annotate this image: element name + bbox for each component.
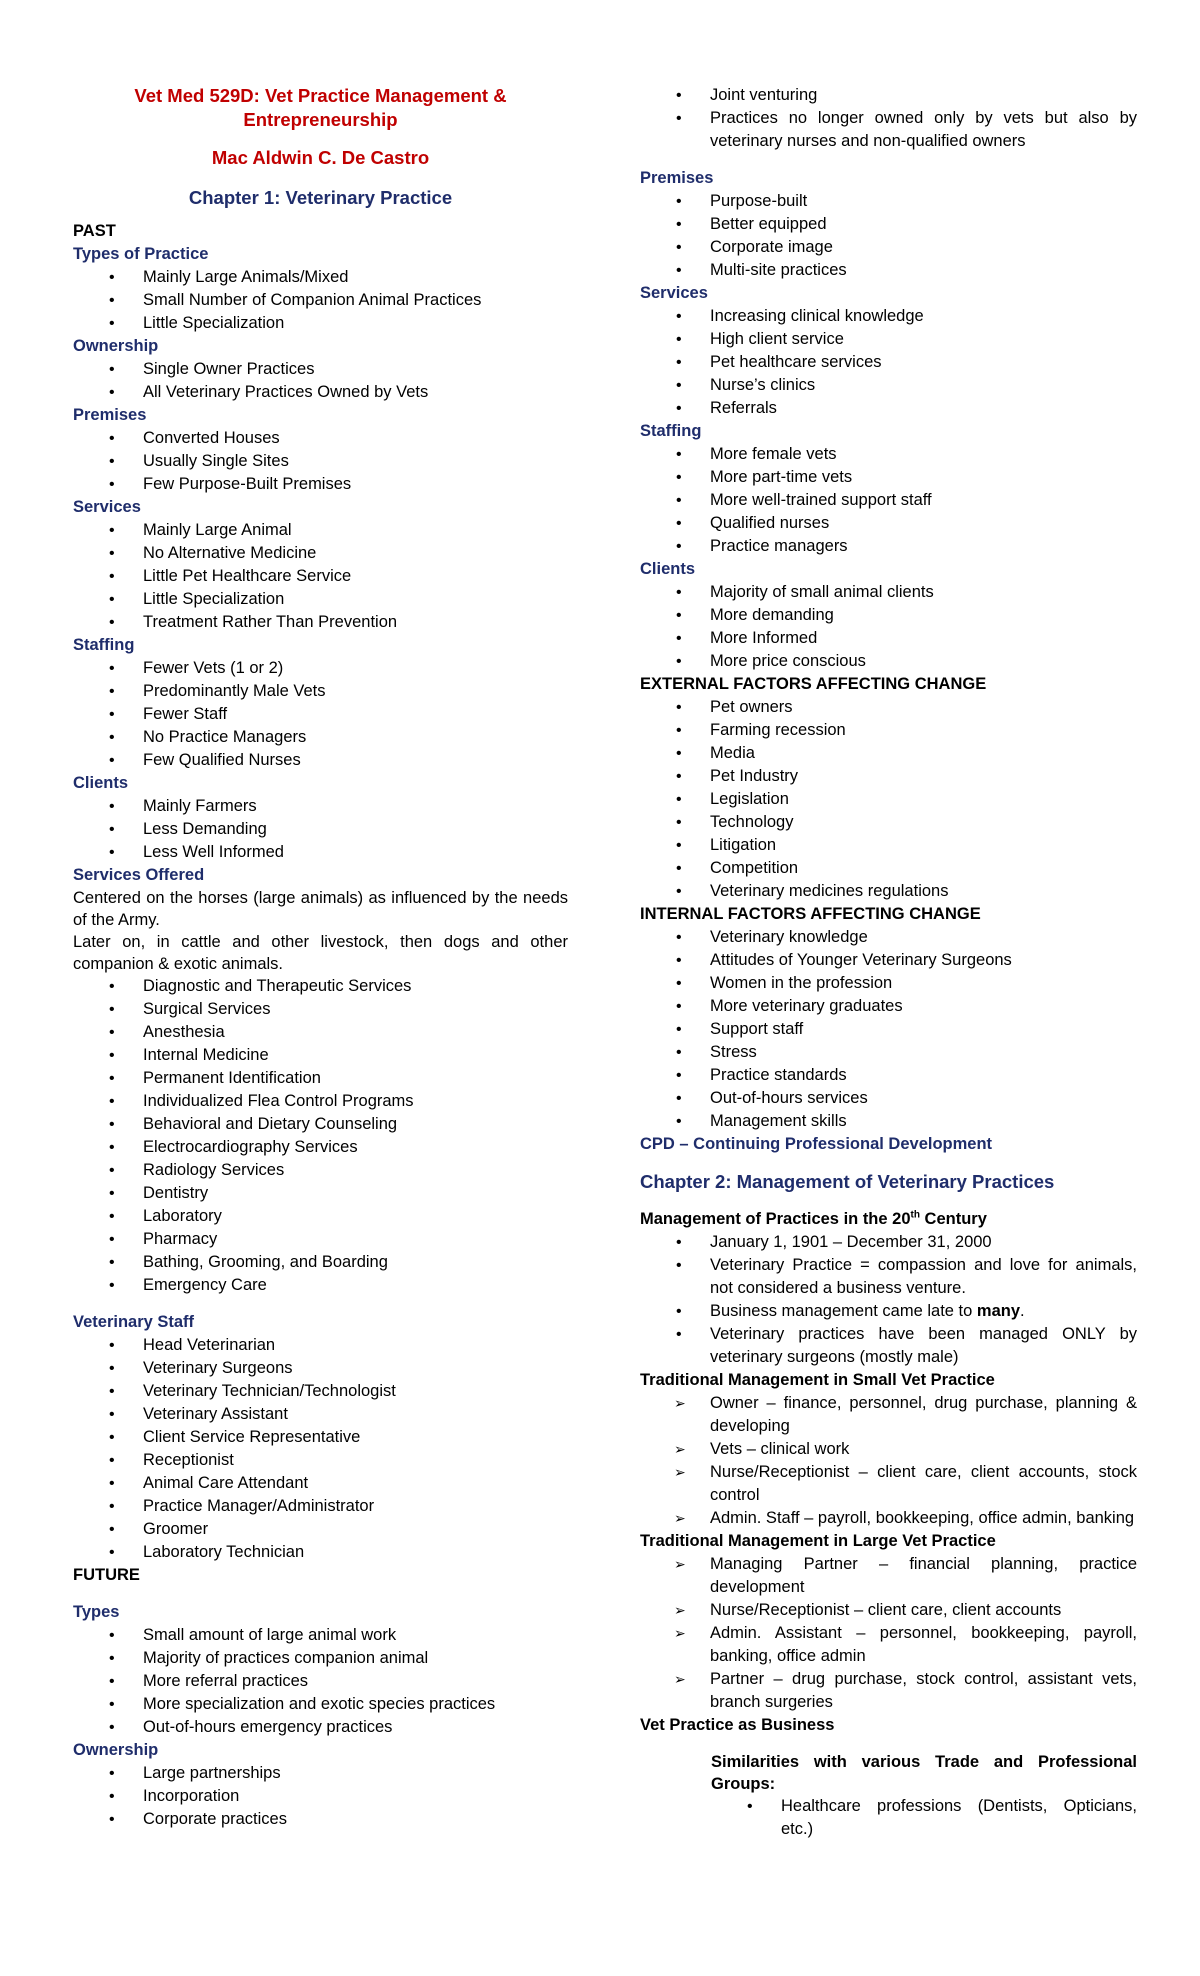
list-item: • Stress bbox=[640, 1041, 1137, 1064]
list-item: • Pet owners bbox=[640, 696, 1137, 719]
list-item: • More price conscious bbox=[640, 650, 1137, 673]
bullet-list bbox=[640, 84, 1137, 153]
section-heading: Types bbox=[73, 1603, 120, 1621]
section-heading: Services Offered bbox=[73, 866, 205, 884]
list-item: ➢ Admin. Staff – payroll, bookkeeping, office admin, banking bbox=[640, 1507, 1137, 1530]
bullet-list bbox=[73, 795, 568, 864]
list-item: • More specialization and exotic species practices bbox=[73, 1693, 568, 1716]
list-item: • Animal Care Attendant bbox=[73, 1472, 568, 1495]
section-heading: Staffing bbox=[640, 422, 702, 440]
list-item: • Head Veterinarian bbox=[73, 1334, 568, 1357]
list-item: • Diagnostic and Therapeutic Services bbox=[73, 975, 568, 998]
external-factors-heading: EXTERNAL FACTORS AFFECTING CHANGE bbox=[640, 675, 987, 693]
cpd-heading: CPD – Continuing Professional Development bbox=[640, 1135, 993, 1153]
list-item: • All Veterinary Practices Owned by Vets bbox=[73, 381, 568, 404]
list-item: • More referral practices bbox=[73, 1670, 568, 1693]
list-item: • Corporate practices bbox=[73, 1808, 568, 1831]
section-heading: Services bbox=[73, 498, 141, 516]
list-item: • Mainly Large Animal bbox=[73, 519, 568, 542]
course-title: Vet Med 529D: Vet Practice Management & Entrepreneurship bbox=[134, 85, 507, 130]
bullet-list bbox=[73, 519, 568, 634]
chapter2-title: Chapter 2: Management of Veterinary Practices bbox=[640, 1171, 1055, 1192]
list-item: • High client service bbox=[640, 328, 1137, 351]
list-item: • Veterinary Surgeons bbox=[73, 1357, 568, 1380]
list-item: • January 1, 1901 – December 31, 2000 bbox=[640, 1231, 1137, 1254]
list-item: • Pet Industry bbox=[640, 765, 1137, 788]
small-practice-heading: Traditional Management in Small Vet Practice bbox=[640, 1371, 995, 1389]
list-item: • More veterinary graduates bbox=[640, 995, 1137, 1018]
list-item: • Small amount of large animal work bbox=[73, 1624, 568, 1647]
list-item: ➢ Nurse/Receptionist – client care, client accounts bbox=[640, 1599, 1137, 1622]
list-item: • Predominantly Male Vets bbox=[73, 680, 568, 703]
bullet-list bbox=[73, 266, 568, 335]
paragraph: Centered on the horses (large animals) as influenced by the needs of the Army. bbox=[73, 889, 568, 929]
list-item: • Little Specialization bbox=[73, 312, 568, 335]
bullet-list bbox=[73, 358, 568, 404]
list-item: • Increasing clinical knowledge bbox=[640, 305, 1137, 328]
list-item: • Laboratory Technician bbox=[73, 1541, 568, 1564]
list-item: • Little Specialization bbox=[73, 588, 568, 611]
list-item: • Out-of-hours emergency practices bbox=[73, 1716, 568, 1739]
list-item: • No Practice Managers bbox=[73, 726, 568, 749]
list-item: • Corporate image bbox=[640, 236, 1137, 259]
list-item: • Veterinary Practice = compassion and love for animals, not considered a business venture. bbox=[640, 1254, 1137, 1300]
list-item: • Out-of-hours services bbox=[640, 1087, 1137, 1110]
list-item: • Business management came late to many. bbox=[640, 1300, 1137, 1323]
list-item: • Referrals bbox=[640, 397, 1137, 420]
list-item: • Less Demanding bbox=[73, 818, 568, 841]
list-item: • Electrocardiography Services bbox=[73, 1136, 568, 1159]
large-practice-heading: Traditional Management in Large Vet Practice bbox=[640, 1532, 996, 1550]
section-heading: Ownership bbox=[73, 337, 159, 355]
list-item: • More part-time vets bbox=[640, 466, 1137, 489]
paragraph: Later on, in cattle and other livestock, then dogs and other companion & exotic animals. bbox=[73, 933, 568, 973]
list-item: • Pharmacy bbox=[73, 1228, 568, 1251]
list-item: • Radiology Services bbox=[73, 1159, 568, 1182]
list-item: • Multi-site practices bbox=[640, 259, 1137, 282]
section-heading: Ownership bbox=[73, 1741, 159, 1759]
list-item: • More Informed bbox=[640, 627, 1137, 650]
list-item: • Anesthesia bbox=[73, 1021, 568, 1044]
list-item: • Better equipped bbox=[640, 213, 1137, 236]
author-name: Mac Aldwin C. De Castro bbox=[211, 147, 430, 168]
list-item: • Technology bbox=[640, 811, 1137, 834]
list-item: • No Alternative Medicine bbox=[73, 542, 568, 565]
list-item: ➢ Vets – clinical work bbox=[640, 1438, 1137, 1461]
list-item: • Incorporation bbox=[73, 1785, 568, 1808]
list-item: • Veterinary practices have been managed ONLY by veterinary surgeons (mostly male) bbox=[640, 1323, 1137, 1369]
bullet-list bbox=[640, 305, 1137, 420]
list-item: • Qualified nurses bbox=[640, 512, 1137, 535]
list-item: • Internal Medicine bbox=[73, 1044, 568, 1067]
list-item: • Practice managers bbox=[640, 535, 1137, 558]
list-item: • Fewer Staff bbox=[73, 703, 568, 726]
list-item: • Client Service Representative bbox=[73, 1426, 568, 1449]
list-item: • Laboratory bbox=[73, 1205, 568, 1228]
list-item: • Women in the profession bbox=[640, 972, 1137, 995]
list-item: • Litigation bbox=[640, 834, 1137, 857]
section-heading: Premises bbox=[640, 169, 714, 187]
list-item: • Small Number of Companion Animal Practices bbox=[73, 289, 568, 312]
list-item: • Groomer bbox=[73, 1518, 568, 1541]
list-item: • Management skills bbox=[640, 1110, 1137, 1133]
list-item: • Dentistry bbox=[73, 1182, 568, 1205]
list-item: • Individualized Flea Control Programs bbox=[73, 1090, 568, 1113]
list-item: • Majority of small animal clients bbox=[640, 581, 1137, 604]
bullet-list bbox=[73, 427, 568, 496]
section-heading: Clients bbox=[73, 774, 129, 792]
list-item: • Veterinary medicines regulations bbox=[640, 880, 1137, 903]
list-item: • Pet healthcare services bbox=[640, 351, 1137, 374]
list-item: ➢ Owner – finance, personnel, drug purchase, planning & developing bbox=[640, 1392, 1137, 1438]
list-item: • Few Purpose-Built Premises bbox=[73, 473, 568, 496]
list-item: • Permanent Identification bbox=[73, 1067, 568, 1090]
list-item: • Practices no longer owned only by vets but also by veterinary nurses and non-qualified owners bbox=[640, 107, 1137, 153]
list-item: • Less Well Informed bbox=[73, 841, 568, 864]
arrow-list bbox=[640, 1553, 1137, 1714]
business-heading: Vet Practice as Business bbox=[640, 1716, 835, 1734]
list-item: • Support staff bbox=[640, 1018, 1137, 1041]
list-item: • Veterinary Assistant bbox=[73, 1403, 568, 1426]
list-item: • Veterinary knowledge bbox=[640, 926, 1137, 949]
list-item: • Healthcare professions (Dentists, Opticians, etc.) bbox=[711, 1795, 1137, 1841]
list-item: • Little Pet Healthcare Service bbox=[73, 565, 568, 588]
list-item: ➢ Partner – drug purchase, stock control, assistant vets, branch surgeries bbox=[640, 1668, 1137, 1714]
list-item: • Few Qualified Nurses bbox=[73, 749, 568, 772]
list-item: • Fewer Vets (1 or 2) bbox=[73, 657, 568, 680]
bullet-list bbox=[73, 975, 568, 1297]
list-item: • Converted Houses bbox=[73, 427, 568, 450]
list-item: • More female vets bbox=[640, 443, 1137, 466]
list-item: • Competition bbox=[640, 857, 1137, 880]
internal-factors-heading: INTERNAL FACTORS AFFECTING CHANGE bbox=[640, 905, 981, 923]
bullet-list bbox=[640, 696, 1137, 903]
list-item: • Usually Single Sites bbox=[73, 450, 568, 473]
list-item: • Surgical Services bbox=[73, 998, 568, 1021]
list-item: • Nurse’s clinics bbox=[640, 374, 1137, 397]
list-item: • Majority of practices companion animal bbox=[73, 1647, 568, 1670]
bullet-list bbox=[640, 581, 1137, 673]
chapter1-title: Chapter 1: Veterinary Practice bbox=[188, 187, 453, 208]
list-item: • Attitudes of Younger Veterinary Surgeons bbox=[640, 949, 1137, 972]
right-column bbox=[640, 84, 1137, 1841]
section-heading: Clients bbox=[640, 560, 696, 578]
section-heading: Veterinary Staff bbox=[73, 1313, 195, 1331]
section-heading: Premises bbox=[73, 406, 147, 424]
similarities-heading: Similarities with various Trade and Professional Groups: bbox=[711, 1753, 1137, 1793]
list-item: • Treatment Rather Than Prevention bbox=[73, 611, 568, 634]
list-item: • Receptionist bbox=[73, 1449, 568, 1472]
bullet-list bbox=[73, 1762, 568, 1831]
mgmt-20th-century-heading: Management of Practices in the 20th Century bbox=[640, 1209, 987, 1228]
bullet-list bbox=[640, 1231, 1137, 1369]
list-item: ➢ Nurse/Receptionist – client care, client accounts, stock control bbox=[640, 1461, 1137, 1507]
future-label: FUTURE bbox=[73, 1566, 140, 1584]
bullet-list bbox=[73, 1334, 568, 1564]
list-item: • Large partnerships bbox=[73, 1762, 568, 1785]
list-item: • More well-trained support staff bbox=[640, 489, 1137, 512]
list-item: • Legislation bbox=[640, 788, 1137, 811]
list-item: • Farming recession bbox=[640, 719, 1137, 742]
bullet-list bbox=[73, 657, 568, 772]
list-item: • Emergency Care bbox=[73, 1274, 568, 1297]
bullet-list bbox=[640, 443, 1137, 558]
bullet-list bbox=[640, 190, 1137, 282]
list-item: ➢ Admin. Assistant – personnel, bookkeeping, payroll, banking, office admin bbox=[640, 1622, 1137, 1668]
section-heading: Services bbox=[640, 284, 708, 302]
bullet-list bbox=[711, 1795, 1137, 1841]
list-item: • Practice Manager/Administrator bbox=[73, 1495, 568, 1518]
list-item: • More demanding bbox=[640, 604, 1137, 627]
list-item: • Single Owner Practices bbox=[73, 358, 568, 381]
bullet-list bbox=[73, 1624, 568, 1739]
list-item: • Practice standards bbox=[640, 1064, 1137, 1087]
left-column bbox=[73, 0, 568, 1831]
list-item: • Bathing, Grooming, and Boarding bbox=[73, 1251, 568, 1274]
list-item: • Mainly Farmers bbox=[73, 795, 568, 818]
list-item: • Mainly Large Animals/Mixed bbox=[73, 266, 568, 289]
list-item: • Veterinary Technician/Technologist bbox=[73, 1380, 568, 1403]
list-item: • Media bbox=[640, 742, 1137, 765]
list-item: • Joint venturing bbox=[640, 84, 1137, 107]
list-item: ➢ Managing Partner – financial planning, practice development bbox=[640, 1553, 1137, 1599]
list-item: • Purpose-built bbox=[640, 190, 1137, 213]
section-heading: Staffing bbox=[73, 636, 135, 654]
arrow-list bbox=[640, 1392, 1137, 1530]
bullet-list bbox=[640, 926, 1137, 1133]
section-heading: Types of Practice bbox=[73, 245, 209, 263]
list-item: • Behavioral and Dietary Counseling bbox=[73, 1113, 568, 1136]
past-label: PAST bbox=[73, 222, 116, 240]
